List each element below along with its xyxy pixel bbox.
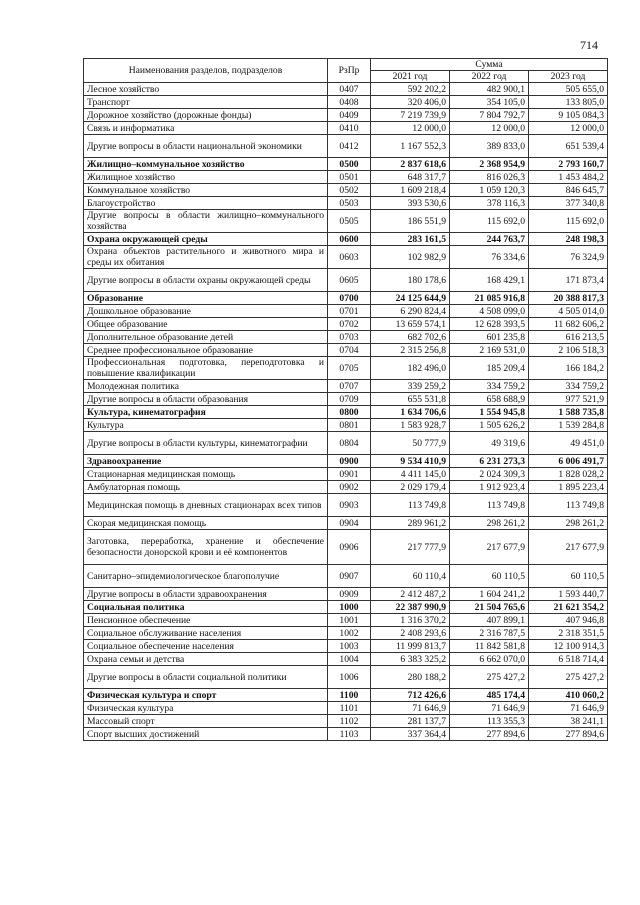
row-code-cell: 1003 [328,640,371,653]
row-value-2023: 113 749,8 [529,494,608,517]
table-row [84,432,608,455]
row-value-2022: 49 319,6 [450,432,529,455]
row-value-2023: 20 388 817,3 [529,292,608,305]
row-name-cell: Дошкольное образование [84,305,328,318]
row-value-2022: 816 026,3 [450,171,529,184]
table-row [84,318,608,331]
row-code-cell: 0500 [328,158,371,171]
row-value-2022: 378 116,3 [450,197,529,210]
row-value-2023: 76 324,9 [529,246,608,269]
row-value-2023: 248 198,3 [529,233,608,246]
row-value-2022: 601 235,8 [450,331,529,344]
table-row [84,614,608,627]
row-code-cell: 1101 [328,702,371,715]
table-row [84,83,608,96]
row-value-2023: 277 894,6 [529,728,608,741]
row-code-cell: 0408 [328,96,371,109]
row-value-2021: 1 583 928,7 [371,419,450,432]
table-row [84,517,608,530]
row-value-2022: 1 604 241,2 [450,588,529,601]
row-name-cell: Здравоохранение [84,455,328,468]
row-code-cell: 0410 [328,122,371,135]
row-name-cell: Среднее профессиональное образование [84,344,328,357]
table-row [84,331,608,344]
row-value-2023: 71 646,9 [529,702,608,715]
row-value-2023: 334 759,2 [529,380,608,393]
row-value-2023: 977 521,9 [529,393,608,406]
row-value-2022: 113 355,3 [450,715,529,728]
row-value-2022: 113 749,8 [450,494,529,517]
row-code-cell: 0707 [328,380,371,393]
row-value-2022: 71 646,9 [450,702,529,715]
row-code-cell: 0804 [328,432,371,455]
row-value-2021: 13 659 574,1 [371,318,450,331]
row-value-2021: 592 202,2 [371,83,450,96]
row-name-cell: Стационарная медицинская помощь [84,468,328,481]
row-name-cell: Охрана семьи и детства [84,653,328,666]
row-name-cell: Дополнительное образование детей [84,331,328,344]
row-value-2022: 12 628 393,5 [450,318,529,331]
table-row [84,481,608,494]
table-row [84,653,608,666]
row-value-2022: 658 688,9 [450,393,529,406]
table-row [84,530,608,565]
row-value-2021: 11 999 813,7 [371,640,450,653]
row-value-2023: 846 645,7 [529,184,608,197]
row-value-2021: 71 646,9 [371,702,450,715]
row-value-2021: 24 125 644,9 [371,292,450,305]
row-code-cell: 0705 [328,357,371,380]
row-value-2021: 283 161,5 [371,233,450,246]
row-name-cell: Охрана объектов растительного и животного мира и среды их обитания [84,246,328,269]
table-row [84,210,608,233]
table-row [84,269,608,292]
row-value-2022: 185 209,4 [450,357,529,380]
row-value-2023: 1 828 028,2 [529,468,608,481]
row-value-2023: 275 427,2 [529,666,608,689]
row-value-2023: 4 505 014,0 [529,305,608,318]
header-year-2022: 2022 год [450,71,529,83]
row-value-2021: 60 110,4 [371,565,450,588]
row-value-2023: 166 184,2 [529,357,608,380]
row-name-cell: Жилищное хозяйство [84,171,328,184]
row-value-2021: 22 387 990,9 [371,601,450,614]
row-name-cell: Санитарно–эпидемиологическое благополучие [84,565,328,588]
row-value-2023: 11 682 606,2 [529,318,608,331]
row-value-2023: 49 451,0 [529,432,608,455]
row-name-cell: Транспорт [84,96,328,109]
row-code-cell: 0909 [328,588,371,601]
row-name-cell: Образование [84,292,328,305]
row-value-2023: 2 318 351,5 [529,627,608,640]
row-value-2021: 6 290 824,4 [371,305,450,318]
row-name-cell: Физическая культура [84,702,328,715]
row-code-cell: 0700 [328,292,371,305]
row-value-2023: 60 110,5 [529,565,608,588]
row-value-2022: 2 368 954,9 [450,158,529,171]
row-value-2022: 11 842 581,8 [450,640,529,653]
row-value-2021: 7 219 739,9 [371,109,450,122]
row-code-cell: 1001 [328,614,371,627]
row-code-cell: 0907 [328,565,371,588]
row-name-cell: Заготовка, переработка, хранение и обеспечение безопасности донорской крови и её компонентов [84,530,328,565]
row-value-2021: 280 188,2 [371,666,450,689]
row-value-2022: 334 759,2 [450,380,529,393]
table-row [84,184,608,197]
row-value-2023: 1 588 735,8 [529,406,608,419]
row-code-cell: 0505 [328,210,371,233]
row-name-cell: Социальное обеспечение населения [84,640,328,653]
table-row [84,728,608,741]
row-value-2022: 1 059 120,3 [450,184,529,197]
row-code-cell: 0407 [328,83,371,96]
row-value-2021: 289 961,2 [371,517,450,530]
row-value-2021: 2 315 256,8 [371,344,450,357]
row-value-2022: 354 105,0 [450,96,529,109]
row-value-2023: 21 621 354,2 [529,601,608,614]
row-value-2021: 1 609 218,4 [371,184,450,197]
table-row [84,627,608,640]
row-value-2022: 2 024 309,3 [450,468,529,481]
row-value-2023: 171 873,4 [529,269,608,292]
row-value-2022: 244 763,7 [450,233,529,246]
row-code-cell: 1004 [328,653,371,666]
row-value-2023: 9 105 084,3 [529,109,608,122]
header-year-2023: 2023 год [529,71,608,83]
row-code-cell: 0412 [328,135,371,158]
row-value-2021: 1 634 706,6 [371,406,450,419]
row-value-2021: 182 496,0 [371,357,450,380]
row-value-2022: 4 508 099,0 [450,305,529,318]
row-value-2023: 2 793 160,7 [529,158,608,171]
row-code-cell: 0904 [328,517,371,530]
table-row [84,494,608,517]
row-name-cell: Другие вопросы в области жилищно–коммунального хозяйства [84,210,328,233]
table-row [84,109,608,122]
row-name-cell: Охрана окружающей среды [84,233,328,246]
row-value-2023: 410 060,2 [529,689,608,702]
row-value-2022: 217 677,9 [450,530,529,565]
row-value-2022: 115 692,0 [450,210,529,233]
row-value-2021: 102 982,9 [371,246,450,269]
row-value-2023: 1 895 223,4 [529,481,608,494]
row-name-cell: Другие вопросы в области национальной экономики [84,135,328,158]
table-row [84,565,608,588]
row-value-2021: 4 411 145,0 [371,468,450,481]
row-value-2021: 393 530,6 [371,197,450,210]
row-code-cell: 1103 [328,728,371,741]
row-value-2021: 281 137,7 [371,715,450,728]
row-name-cell: Другие вопросы в области здравоохранения [84,588,328,601]
row-code-cell: 1102 [328,715,371,728]
row-name-cell: Спорт высших достижений [84,728,328,741]
row-value-2021: 2 029 179,4 [371,481,450,494]
row-value-2022: 2 316 787,5 [450,627,529,640]
row-name-cell: Социальная политика [84,601,328,614]
row-value-2021: 9 534 410,9 [371,455,450,468]
row-value-2023: 1 539 284,8 [529,419,608,432]
header-code-column: РзПр [328,59,371,83]
row-value-2022: 168 429,1 [450,269,529,292]
row-name-cell: Пенсионное обеспечение [84,614,328,627]
row-value-2021: 1 167 552,3 [371,135,450,158]
row-code-cell: 1002 [328,627,371,640]
row-value-2021: 337 364,4 [371,728,450,741]
row-code-cell: 0800 [328,406,371,419]
row-name-cell: Коммунальное хозяйство [84,184,328,197]
row-value-2021: 712 426,6 [371,689,450,702]
row-code-cell: 1006 [328,666,371,689]
row-value-2021: 2 408 293,6 [371,627,450,640]
row-value-2021: 2 837 618,6 [371,158,450,171]
row-value-2022: 2 169 531,0 [450,344,529,357]
row-code-cell: 0503 [328,197,371,210]
table-row [84,455,608,468]
table-header [84,59,608,83]
table-row [84,233,608,246]
row-name-cell: Культура [84,419,328,432]
table-row [84,96,608,109]
row-value-2023: 1 593 440,7 [529,588,608,601]
row-value-2023: 616 213,5 [529,331,608,344]
row-value-2022: 482 900,1 [450,83,529,96]
budget-table [83,58,608,741]
row-name-cell: Массовый спорт [84,715,328,728]
row-code-cell: 0902 [328,481,371,494]
row-value-2021: 682 702,6 [371,331,450,344]
row-code-cell: 0501 [328,171,371,184]
table-row [84,715,608,728]
row-value-2023: 133 805,0 [529,96,608,109]
row-name-cell: Лесное хозяйство [84,83,328,96]
row-code-cell: 0704 [328,344,371,357]
row-value-2021: 339 259,2 [371,380,450,393]
row-value-2021: 320 406,0 [371,96,450,109]
row-value-2021: 1 316 370,2 [371,614,450,627]
row-value-2023: 38 241,1 [529,715,608,728]
row-value-2023: 407 946,8 [529,614,608,627]
row-value-2022: 407 899,1 [450,614,529,627]
table-body [84,83,608,741]
row-name-cell: Амбулаторная помощь [84,481,328,494]
page-number: 714 [580,38,598,52]
row-name-cell: Культура, кинематография [84,406,328,419]
row-value-2023: 651 539,4 [529,135,608,158]
row-code-cell: 0409 [328,109,371,122]
table-row [84,588,608,601]
row-value-2022: 298 261,2 [450,517,529,530]
row-value-2021: 12 000,0 [371,122,450,135]
row-value-2023: 377 340,8 [529,197,608,210]
header-sum-column: Сумма [371,59,608,71]
row-value-2023: 217 677,9 [529,530,608,565]
row-code-cell: 0900 [328,455,371,468]
row-value-2021: 50 777,9 [371,432,450,455]
row-value-2023: 6 518 714,4 [529,653,608,666]
row-code-cell: 0702 [328,318,371,331]
table-row [84,601,608,614]
row-value-2022: 1 554 945,8 [450,406,529,419]
row-code-cell: 0605 [328,269,371,292]
table-row [84,468,608,481]
row-value-2023: 115 692,0 [529,210,608,233]
row-value-2022: 21 085 916,8 [450,292,529,305]
row-name-cell: Общее образование [84,318,328,331]
row-code-cell: 1000 [328,601,371,614]
table-row [84,393,608,406]
row-value-2023: 12 100 914,3 [529,640,608,653]
row-value-2022: 6 662 070,0 [450,653,529,666]
table-row [84,702,608,715]
row-value-2022: 12 000,0 [450,122,529,135]
row-code-cell: 0600 [328,233,371,246]
table-row [84,666,608,689]
table-row [84,197,608,210]
row-name-cell: Другие вопросы в области культуры, кинематографии [84,432,328,455]
row-value-2022: 76 334,6 [450,246,529,269]
table-row [84,640,608,653]
row-value-2022: 60 110,5 [450,565,529,588]
row-value-2023: 505 655,0 [529,83,608,96]
table-row [84,246,608,269]
table-row [84,292,608,305]
row-name-cell: Другие вопросы в области социальной политики [84,666,328,689]
row-value-2023: 12 000,0 [529,122,608,135]
row-name-cell: Скорая медицинская помощь [84,517,328,530]
row-value-2022: 275 427,2 [450,666,529,689]
row-name-cell: Связь и информатика [84,122,328,135]
header-name-column: Наименования разделов, подразделов [84,59,328,83]
row-value-2023: 298 261,2 [529,517,608,530]
row-code-cell: 0603 [328,246,371,269]
row-value-2023: 2 106 518,3 [529,344,608,357]
row-code-cell: 0903 [328,494,371,517]
row-name-cell: Профессиональная подготовка, переподготовка и повышение квалификации [84,357,328,380]
row-value-2021: 648 317,7 [371,171,450,184]
table-row [84,171,608,184]
row-value-2022: 21 504 765,6 [450,601,529,614]
table-row [84,419,608,432]
row-name-cell: Медицинская помощь в дневных стационарах всех типов [84,494,328,517]
row-name-cell: Дорожное хозяйство (дорожные фонды) [84,109,328,122]
table-row [84,158,608,171]
row-code-cell: 0801 [328,419,371,432]
row-code-cell: 1100 [328,689,371,702]
table-row [84,135,608,158]
table-row [84,305,608,318]
table-row [84,344,608,357]
row-value-2021: 180 178,6 [371,269,450,292]
row-name-cell: Социальное обслуживание населения [84,627,328,640]
row-name-cell: Жилищно–коммунальное хозяйство [84,158,328,171]
table-row [84,689,608,702]
row-code-cell: 0701 [328,305,371,318]
row-code-cell: 0906 [328,530,371,565]
table-row [84,357,608,380]
row-name-cell: Другие вопросы в области охраны окружающей среды [84,269,328,292]
row-value-2023: 1 453 484,2 [529,171,608,184]
row-value-2022: 1 912 923,4 [450,481,529,494]
table-row [84,406,608,419]
row-code-cell: 0709 [328,393,371,406]
row-code-cell: 0502 [328,184,371,197]
header-year-2021: 2021 год [371,71,450,83]
row-value-2022: 1 505 626,2 [450,419,529,432]
row-value-2021: 6 383 325,2 [371,653,450,666]
row-name-cell: Молодежная политика [84,380,328,393]
row-value-2022: 485 174,4 [450,689,529,702]
row-value-2021: 113 749,8 [371,494,450,517]
row-value-2021: 186 551,9 [371,210,450,233]
row-name-cell: Благоустройство [84,197,328,210]
row-value-2021: 655 531,8 [371,393,450,406]
row-value-2021: 217 777,9 [371,530,450,565]
row-value-2022: 389 833,0 [450,135,529,158]
row-code-cell: 0901 [328,468,371,481]
row-name-cell: Другие вопросы в области образования [84,393,328,406]
row-value-2021: 2 412 487,2 [371,588,450,601]
row-name-cell: Физическая культура и спорт [84,689,328,702]
table-row [84,122,608,135]
row-value-2022: 7 804 792,7 [450,109,529,122]
row-code-cell: 0703 [328,331,371,344]
row-value-2022: 277 894,6 [450,728,529,741]
row-value-2023: 6 006 491,7 [529,455,608,468]
row-value-2022: 6 231 273,3 [450,455,529,468]
table-row [84,380,608,393]
